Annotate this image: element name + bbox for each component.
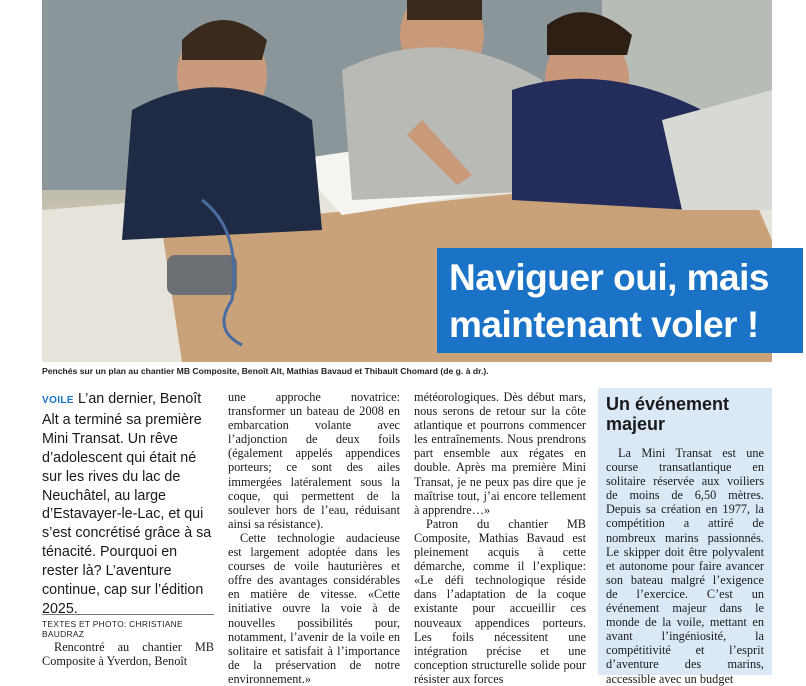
- col1-paragraph: Rencontré au chantier MB Composite à Yverdon, Benoît: [42, 640, 214, 669]
- lead-text: L’an dernier, Benoît Alt a terminé sa première Mini Transat. Un rêve d’adolescent qui était né sur les rives du lac de Neuchâtel, au large d’Estavayer-le-Lac, et qui s’est concrétisé grâce à sa ténacité. Pourquoi en rester là? L’aventure continue, cap sur l’édition 2025.: [42, 391, 212, 617]
- section-kicker: VOILE: [42, 395, 75, 406]
- headline-line2: maintenant voler !: [449, 304, 759, 345]
- col3-paragraph-2: Patron du chantier MB Composite, Mathias Bavaud est pleinement acquis à cette démarche, comme il l’explique: «Le défi technologique réside dans l’adaptation de la coque existante pour accueillir ces nouveaux appendices porteurs. Les foils nécessitent une intégration précise et une conception structurelle solide pour résister aux forces: [414, 516, 586, 686]
- sidebar-title: Un événement majeur: [606, 394, 730, 434]
- col2-paragraph-1: une approche novatrice: transformer un bateau de 2008 en embarcation volante avec l’adjonction de deux foils (également appelés appendices porteurs; ce sont des ailes immergées latéralement sous la coque, qui permettent de la soulever hors de l’eau, réduisant ainsi sa résistance).: [228, 390, 400, 531]
- photo-caption: Penchés sur un plan au chantier MB Composite, Benoît Alt, Mathias Bavaud et Thibault Chomard (de g. à dr.).: [42, 366, 489, 376]
- column-2: [228, 390, 400, 686]
- article-lead: [42, 390, 214, 619]
- author-credit: TEXTES ET PHOTO: CHRISTIANE BAUDRAZ: [42, 614, 214, 639]
- col2-paragraph-2: Cette technologie audacieuse est largement adoptée dans les courses de voile hauturières et offre des avantages considérables en matière de vitesse. «Cette initiative ouvre la voie à de nouvelles possibilités pour, notamment, l’avenir de la voile en solitaire et satisfait à l’importance de la préservation de notre environnement.»: [228, 530, 400, 686]
- headline-line1: Naviguer oui, mais: [449, 257, 769, 298]
- col3-paragraph-1: météorologiques. Dès début mars, nous serons de retour sur la côte atlantique et pourrons commencer les entraînements. Nous prendrons part ensemble aux régates en double. Après ma première Mini Transat, je ne peux pas dire que je maîtrise tout, j’ai encore tellement à apprendre…»: [414, 390, 586, 517]
- sidebar-text: La Mini Transat est une course transatlantique en solitaire réservée aux voiliers de moins de 6,50 mètres. Depuis sa création en 1977, la compétition a attiré de nombreux marins passionnés. Le skipper doit être polyvalent et autonome pour faire avancer son bateau malgré l’exigence de l’exercice. C’est un événement majeur dans le monde de la voile, mettant en avant l’ingéniosité, la compétitivité et l’esprit d’aventure des marins, accessible avec un budget: [606, 446, 764, 686]
- headline-box: [437, 248, 803, 353]
- column-3: [414, 390, 586, 686]
- column-1-text: [42, 640, 214, 668]
- sidebar-box: [598, 388, 772, 686]
- article-photo: [42, 0, 772, 362]
